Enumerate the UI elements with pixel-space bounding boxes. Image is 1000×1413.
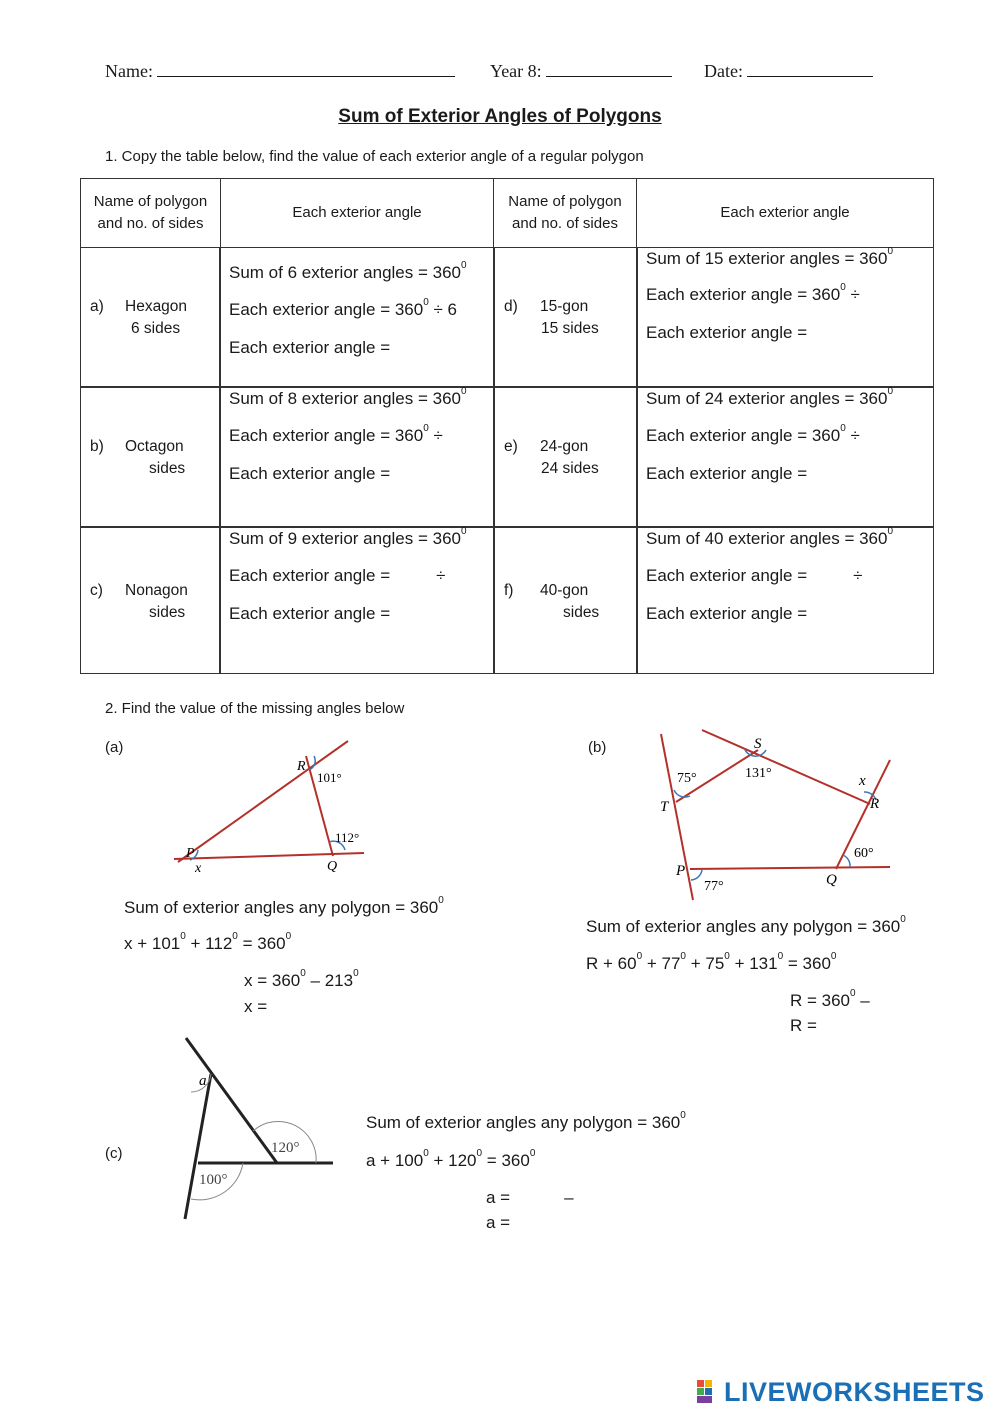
q2b-work-line3: $R = 360^0$ –: [790, 988, 870, 1010]
q2-instruction: 2. Find the value of the missing angles below: [105, 700, 405, 717]
polygon-sides: 6 sides: [131, 320, 181, 337]
work-line-2: Each exterior angle = $360^0$ ÷: [229, 423, 443, 445]
label-q: Q: [826, 872, 837, 888]
label-p: P: [676, 863, 686, 879]
label-angle-q: 60°: [854, 846, 874, 861]
triangle-c-figure: [175, 1032, 340, 1227]
work-line-1: Sum of 6 exterior angles = $360^0$: [229, 260, 467, 282]
polygon-sides[interactable]: sides: [149, 603, 186, 621]
label-angle-r: 101°: [317, 770, 342, 785]
label-x: x: [859, 773, 866, 789]
work-line-1: Sum of 8 exterior angles = $360^0$: [229, 386, 467, 408]
label-angle-100: 100°: [199, 1172, 228, 1188]
liveworksheets-logo-icon: [697, 1380, 721, 1404]
label-angle-q: 112°: [335, 830, 360, 845]
polygon-sides[interactable]: sides: [149, 460, 186, 477]
row-letter: d): [504, 298, 518, 315]
work-line-2: Each exterior angle = $360^0 \div 6$: [229, 297, 458, 319]
polygon-name: 24-gon: [540, 438, 589, 455]
label-r: R: [870, 796, 880, 812]
col-header: Name of polygon and no. of sides: [494, 179, 637, 248]
polygon-name-cell: [494, 527, 637, 674]
row-letter: c): [90, 581, 103, 599]
name-field[interactable]: Name:: [105, 60, 455, 82]
polygon-name-cell: [494, 247, 637, 387]
page-title: Sum of Exterior Angles of Polygons: [338, 106, 662, 127]
polygon-name: Hexagon: [125, 298, 188, 315]
q2c-work-line3: a = –: [486, 1188, 574, 1207]
polygon-name-cell: [494, 387, 637, 527]
exterior-angle-cell[interactable]: [637, 527, 934, 674]
work-line-3[interactable]: Each exterior angle =: [646, 323, 808, 342]
work-line-3[interactable]: Each exterior angle =: [646, 604, 808, 623]
work-line-2: Each exterior angle = $360^0$ ÷: [646, 423, 860, 445]
q2b-work-line1: Sum of exterior angles any polygon = $360^0$: [586, 914, 906, 936]
polygon-name-cell: [80, 387, 220, 527]
label-angle-s: 131°: [745, 766, 772, 781]
date-blank[interactable]: [747, 60, 873, 77]
q2c-work-line1: Sum of exterior angles any polygon = $360^0$: [366, 1110, 686, 1132]
polygon-sides[interactable]: sides: [563, 603, 600, 621]
q2a-work-line3: $x = 360^0 - 213^0$: [244, 968, 359, 990]
label-angle-120: 120°: [271, 1140, 300, 1156]
polygon-name: 15-gon: [540, 298, 589, 315]
q1-instruction: 1. Copy the table below, find the value of each exterior angle of a regular polygon: [105, 148, 644, 165]
line-st: [702, 730, 870, 804]
label-s: S: [754, 736, 762, 752]
q2b-label: (b): [588, 739, 607, 756]
polygon-sides: 24 sides: [541, 460, 599, 477]
work-line-2: Each exterior angle = $360^0$ ÷: [646, 282, 860, 304]
q2c-label: (c): [105, 1145, 123, 1162]
year-field[interactable]: Year 8:: [490, 60, 672, 82]
work-line-1: Sum of 15 exterior angles = $360^0$: [646, 246, 894, 268]
q2b-work-line2: $R + 60^0 + 77^0 + 75^0 + 131^0 = 360^0$: [586, 951, 837, 973]
q2c-work-line4[interactable]: a =: [486, 1213, 511, 1232]
row-letter: b): [90, 438, 104, 455]
line-left: [185, 1074, 211, 1219]
triangle-pqr-figure: [160, 730, 375, 880]
work-line-1: Sum of 24 exterior angles = $360^0$: [646, 386, 894, 408]
exterior-angle-cell[interactable]: [637, 387, 934, 527]
work-line-3[interactable]: Each exterior angle =: [646, 464, 808, 483]
polygon-name: 40-gon: [540, 581, 589, 599]
exterior-angle-cell[interactable]: [220, 527, 494, 674]
col-header: Each exterior angle: [637, 179, 934, 248]
label-q: Q: [327, 859, 338, 874]
year-blank[interactable]: [546, 60, 672, 77]
arc-q: [843, 855, 850, 867]
q2a-label: (a): [105, 739, 124, 756]
q2a-work-line1: Sum of exterior angles any polygon = $360^0$: [124, 895, 444, 917]
work-line-3[interactable]: Each exterior angle =: [229, 338, 391, 357]
q2a-work-line4[interactable]: x =: [244, 997, 268, 1016]
col-header: Name of polygon and no. of sides: [81, 179, 221, 248]
label-p: P: [186, 846, 195, 861]
date-field[interactable]: Date:: [704, 60, 873, 82]
polygon-name: Nonagon: [125, 581, 188, 599]
work-line-1: Sum of 40 exterior angles = $360^0$: [646, 526, 894, 548]
table-header-row: [81, 179, 934, 248]
pentagon-figure: [640, 712, 902, 904]
label-angle-p: 77°: [704, 879, 724, 894]
label-t: T: [660, 799, 669, 815]
label-x: x: [195, 861, 202, 876]
work-line-2: Each exterior angle = ÷: [229, 566, 446, 585]
name-blank[interactable]: [157, 60, 455, 77]
q2c-work-line2: $a + 100^0 + 120^0 = 360^0$: [366, 1148, 536, 1170]
label-angle-t: 75°: [677, 771, 697, 786]
arc-p: [691, 870, 702, 880]
polygon-sides: 15 sides: [541, 320, 599, 337]
row-letter: a): [90, 298, 104, 315]
exterior-angle-cell[interactable]: [220, 247, 494, 387]
polygon-name-cell: [80, 527, 220, 674]
label-r: R: [297, 759, 306, 774]
q2b-work-line4[interactable]: R =: [790, 1016, 817, 1035]
work-line-3[interactable]: Each exterior angle =: [229, 464, 391, 483]
line-pr: [178, 741, 348, 862]
row-letter: f): [504, 581, 514, 599]
row-letter: e): [504, 438, 518, 455]
exterior-angle-table: [80, 178, 934, 248]
polygon-name: Octagon: [125, 438, 184, 455]
liveworksheets-logo-text: LIVEWORKSHEETS: [724, 1377, 985, 1407]
polygon-name-cell: [80, 247, 220, 387]
exterior-angle-cell[interactable]: [220, 387, 494, 527]
line-pq: [690, 867, 890, 869]
work-line-1: Sum of 9 exterior angles = $360^0$: [229, 526, 467, 548]
label-a: a: [199, 1073, 207, 1089]
work-line-3[interactable]: Each exterior angle =: [229, 604, 391, 623]
q2a-work-line2: $x + 101^0 + 112^0 = 360^0$: [124, 931, 292, 953]
work-line-2: Each exterior angle = ÷: [646, 566, 863, 585]
col-header: Each exterior angle: [221, 179, 494, 248]
exterior-angle-cell[interactable]: [637, 247, 934, 387]
